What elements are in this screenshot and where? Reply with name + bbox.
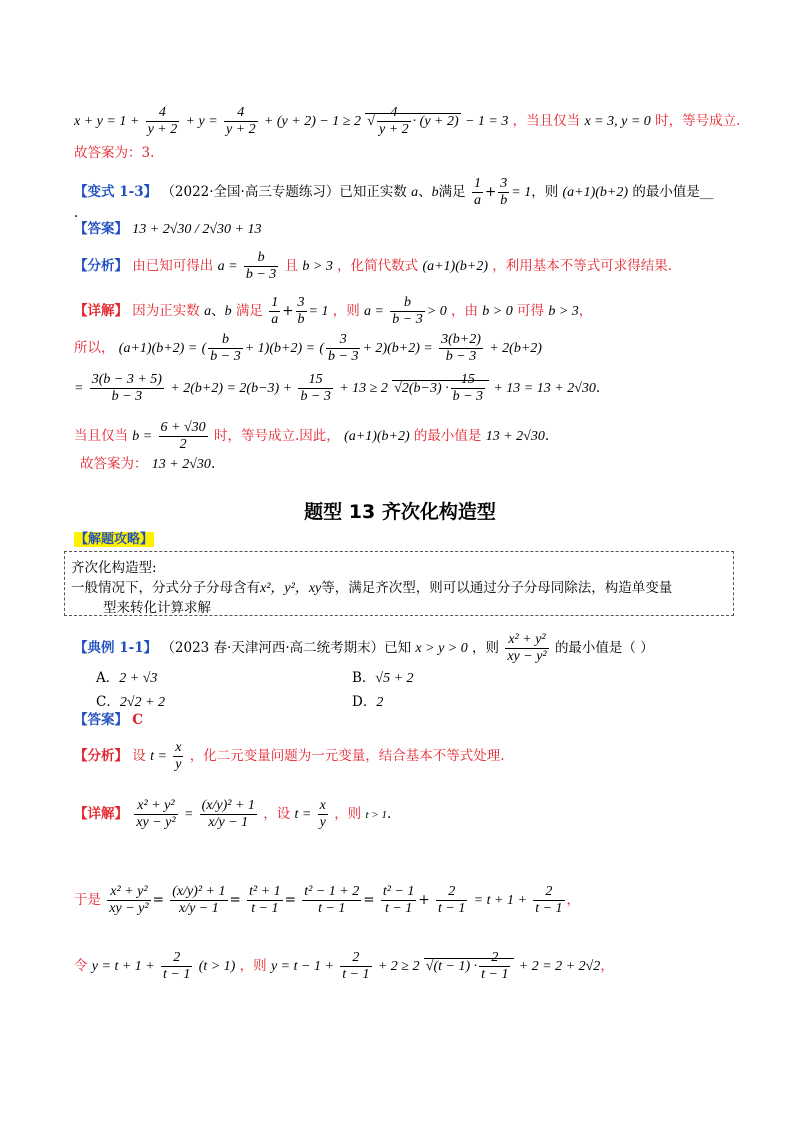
condition: t > 1: [365, 809, 387, 821]
option-value: 2√2 + 2: [119, 695, 165, 710]
math-expr: t =: [294, 807, 312, 822]
analysis-text: ，化简代数式: [337, 258, 419, 274]
math-expr: = 1: [308, 304, 329, 319]
detail-text: ，: [578, 303, 593, 319]
detail-text: 可得: [517, 303, 545, 319]
fraction: [146, 105, 180, 138]
option-letter: B．: [352, 670, 376, 686]
equality-text: 的最小值是: [413, 428, 482, 444]
numerator: b: [257, 250, 265, 265]
fraction: [479, 950, 510, 983]
option-value: 2: [376, 695, 384, 710]
math-expr: + 2(b+2) = 2(b−3) +: [170, 381, 293, 396]
math-expr: (b+2) =: [387, 341, 433, 356]
sqrt-expr: √ $\frac{4}{y + 2}$ · (y + 2): [367, 105, 459, 138]
denominator: b − 3: [328, 349, 359, 364]
example-question: [74, 632, 654, 665]
fraction: [381, 884, 417, 917]
note-text: ，当且仅当: [512, 113, 581, 129]
math-expr: + 2(b+2): [489, 341, 542, 356]
fraction: [326, 332, 360, 365]
separator: 、: [418, 184, 432, 200]
fraction: [244, 250, 278, 283]
numerator: 2: [352, 950, 360, 965]
option-letter: D．: [352, 694, 377, 710]
answer-label: 故答案为：: [80, 456, 148, 472]
suoyi-label: 所以，: [74, 340, 115, 356]
inequality-line-1: [74, 105, 740, 138]
answer-label: 【答案】: [74, 221, 128, 237]
numerator: 2: [545, 884, 553, 899]
math-expr: (a+1)(b+2): [562, 185, 629, 200]
equality-row: [74, 420, 549, 453]
denominator: t − 1: [381, 900, 417, 917]
denominator: b − 3: [300, 389, 331, 404]
variant-question: 【变式 1-3】 （2022·全国·高三专题练习）已知正实数 a、b满足 $\frac{1}{a}$ + $\frac{3}{b}$ = 1，则 (a+1)(b+2) 的最小值是__: [74, 176, 714, 208]
math-expr: = 1: [511, 185, 532, 200]
dot: .: [595, 380, 601, 396]
strategy-text: [71, 576, 672, 597]
denominator: t − 1: [342, 967, 370, 982]
question-text: （2023 春·天津河西·高二统考期末）已知: [161, 640, 412, 656]
ling-row: [74, 950, 614, 983]
detail-text: ，设: [263, 806, 291, 822]
fraction: [224, 105, 258, 138]
math-expr: + 2: [362, 341, 383, 356]
fraction: [298, 372, 332, 405]
condition: x = 3, y = 0: [584, 114, 651, 129]
detail-text: 满足: [235, 303, 263, 319]
ling-text: ，则: [239, 958, 267, 974]
math-expr: y = t + 1 +: [91, 959, 155, 974]
fraction: [436, 884, 467, 917]
numerator: 3(b − 3 + 5): [91, 372, 162, 387]
denominator: t − 1: [302, 900, 361, 917]
variant-label: 【变式 1-3】: [74, 184, 158, 200]
numerator: 2: [448, 884, 456, 899]
math-expr: a =: [217, 259, 238, 274]
math-expr: (a+1)(b+2): [344, 429, 410, 444]
denominator: y + 2: [225, 122, 256, 137]
denominator: 2: [159, 436, 208, 453]
numerator: t² + 1: [249, 884, 281, 899]
option-d[interactable]: [352, 690, 383, 711]
numerator: t² − 1: [382, 884, 415, 899]
numerator: t² − 1 + 2: [304, 884, 360, 899]
math-expr: a =: [364, 304, 384, 319]
answer-value: C: [132, 712, 144, 728]
condition: x > y > 0: [415, 641, 468, 656]
yushi-row: 于是 $\frac{\text{x² + y²}}{\text{xy − y²}}$ = $\frac{\text{(x/y)² + 1}}{x/y - 1}$ = $\frac{\text{t² + 1}}{t - 1}$ = $\frac{\text{t² − 1 + 2}}{t - 1}$ = $\frac{\text{t² − 1}}{t - 1}$ + $\frac{2}{t - 1}$ = t + 1 + $\frac{2}{t - 1}$ ，: [74, 884, 581, 916]
denominator: xy − y²: [136, 815, 176, 830]
question-text: 的最小值是: [632, 184, 700, 200]
analysis-row: [74, 250, 672, 283]
fraction-3-over-b: $\frac{3}{b}$: [500, 176, 508, 208]
detail-text: ，则: [332, 303, 360, 319]
question-text: （2022·全国·高三专题练习）已知正实数: [161, 184, 407, 200]
question-text: ，则: [531, 184, 559, 200]
denominator: y + 2: [378, 122, 409, 138]
denominator: b − 3: [90, 388, 164, 405]
numerator: (x/y)² + 1: [201, 798, 255, 813]
strategy-label: 【解题攻略】: [75, 532, 154, 547]
strategy-heading: 齐次化构造型:: [71, 560, 157, 576]
var-a: a: [411, 185, 419, 200]
denominator: xy − y²: [109, 901, 149, 916]
math-expr: b =: [132, 429, 153, 444]
analysis-text: 设: [132, 748, 146, 764]
math-expr: + 2 ≥ 2: [377, 959, 420, 974]
math-expr: + (y + 2) − 1 ≥ 2: [263, 114, 361, 129]
math-expr: = t + 1 +: [473, 893, 527, 908]
numerator: 3: [339, 332, 347, 347]
denominator: a: [271, 312, 279, 327]
denominator: t − 1: [481, 967, 509, 983]
option-c[interactable]: [96, 690, 165, 711]
answer-row: [74, 220, 261, 239]
math-expr: x²，y²，xy: [260, 581, 322, 596]
fraction: [439, 332, 483, 365]
strategy-text-a: 一般情况下，分式分子分母含有: [71, 580, 260, 596]
denominator: t − 1: [247, 900, 283, 917]
var-b: b: [431, 185, 439, 200]
fraction: [90, 372, 164, 405]
denominator: t − 1: [535, 901, 563, 916]
condition: b > 3: [548, 304, 579, 319]
condition: b > 0: [482, 304, 513, 319]
example-label: 【典例 1-1】: [74, 640, 158, 656]
question-text: 满足: [438, 184, 466, 200]
fraction: [377, 105, 411, 138]
var-b: b: [224, 304, 232, 319]
fraction: $\frac{x}{y}$: [319, 798, 326, 830]
numerator: 3(b+2): [441, 332, 481, 347]
detail-label: 【详解】: [74, 806, 128, 822]
denominator: t − 1: [438, 901, 466, 916]
math-expr: (b+2) =: [269, 341, 316, 356]
numerator: 15: [460, 372, 475, 388]
equality-text: 时，等号成立.因此，: [213, 428, 340, 444]
detail-row: 【详解】 因为正实数 a、b 满足 $\frac{1}{a}$ + $\frac{3}{b}$ = 1 ，则 a = $\frac{b}{b - 3}$ > 0 ，由 b > 0 可得 b > 3，: [74, 295, 593, 327]
sqrt-expr: √(t − 1) · $\frac{2}{t - 1}$: [424, 958, 515, 974]
fraction: [208, 332, 242, 365]
denominator: b − 3: [210, 349, 241, 364]
strategy-box: [64, 551, 734, 616]
option-value: 2 + √3: [119, 671, 158, 686]
fraction: [134, 798, 177, 831]
fraction: [247, 884, 283, 917]
option-b[interactable]: [352, 666, 414, 687]
math-expr: − 1 = 3: [464, 114, 509, 129]
answer-label: 【答案】: [74, 712, 128, 728]
math-expr: y = t − 1 +: [270, 959, 334, 974]
math-expr: + y =: [185, 114, 218, 129]
equation-row: [74, 372, 600, 405]
detail-text: ，则: [334, 806, 362, 822]
fraction: $\frac{x}{y}$: [175, 740, 182, 772]
math-expr: =: [183, 807, 194, 822]
math-expr: + 2 = 2 + 2√2: [518, 959, 601, 974]
numerator: b: [221, 332, 229, 347]
denominator: y + 2: [147, 122, 178, 137]
example-answer: [74, 711, 143, 729]
fraction: [533, 884, 564, 917]
variant-dot: .: [74, 205, 79, 221]
strategy-text-b: 等，满足齐次型，则可以通过分子分母同除法，构造单变量: [321, 580, 673, 596]
answer-value: 13 + 2√30 / 2√30 + 13: [132, 222, 262, 237]
numerator: (x/y)² + 1: [172, 884, 226, 899]
denominator: b − 3: [452, 389, 484, 405]
comma: ，: [566, 892, 581, 908]
var-a: a: [204, 304, 212, 319]
numerator: x² + y²: [110, 884, 148, 899]
math-expr: t =: [150, 749, 167, 764]
numerator: 2: [173, 950, 181, 965]
fraction: $\frac{1}{a}$: [271, 295, 279, 327]
fraction: [161, 950, 192, 983]
option-value: √5 + 2: [375, 671, 414, 686]
math-expr: =: [74, 381, 84, 396]
option-letter: C．: [96, 694, 120, 710]
detail-text: ，由: [451, 303, 478, 319]
dot: .: [386, 806, 392, 822]
dot: .: [210, 456, 216, 472]
denominator: b − 3: [439, 348, 483, 365]
denominator: t − 1: [163, 967, 191, 982]
fraction: [107, 884, 150, 917]
example-analysis: [74, 740, 505, 773]
section-title: 题型 13 齐次化构造型: [304, 501, 496, 523]
numerator: x² + y²: [508, 632, 546, 647]
math-expr: 13 + 2√30: [485, 429, 545, 444]
ling-label: 令: [74, 958, 88, 974]
math-expr: + 1: [244, 341, 265, 356]
fraction-1-over-a: $\frac{1}{a}$: [473, 176, 481, 208]
math-expr: + 13 = 13 + 2√30: [493, 381, 596, 396]
math-expr: x + y = 1 +: [74, 114, 140, 129]
analysis-text: 由已知可得出: [132, 258, 214, 274]
fraction: [340, 950, 371, 983]
math-expr: (a+1)(b+2) =: [118, 341, 198, 356]
detail-label: 【详解】: [74, 303, 128, 319]
fraction: [159, 420, 208, 453]
condition: (t > 1): [198, 959, 236, 974]
sqrt-expr: √2(b−3) · $\frac{15}{b - 3}$: [392, 380, 489, 396]
analysis-label: 【分析】: [74, 258, 128, 274]
yushi-label: 于是: [74, 892, 101, 908]
answer-line-2: [80, 455, 215, 474]
denominator: xy − y²: [507, 649, 547, 664]
analysis-text: ，化二元变量问题为一元变量，结合基本不等式处理.: [189, 748, 505, 764]
strategy-label-row: [74, 530, 154, 549]
detail-text: 因为正实数: [132, 303, 200, 319]
strategy-text-c: 型来转化计算求解: [103, 600, 211, 616]
numerator: 15: [308, 372, 323, 387]
math-expr: (a+1)(b+2): [422, 259, 488, 274]
denominator: x/y − 1: [170, 900, 227, 917]
sqrt-inner: 2(b−3) ·: [401, 381, 449, 396]
numerator: b: [404, 295, 412, 310]
sqrt-inner: (t − 1) ·: [433, 959, 478, 974]
answer-value: 13 + 2√30: [151, 457, 211, 472]
fraction: [390, 295, 424, 328]
denominator: b: [297, 312, 305, 327]
math-expr: + 13 ≥ 2: [339, 381, 388, 396]
denominator: x/y − 1: [200, 814, 257, 831]
denominator: a: [473, 193, 481, 208]
suoyi-row: 所以， (a+1)(b+2) = ( $\frac{b}{b - 3}$ + 1)(b+2) = ( $\frac{3}{b - 3}$ + 2)(b+2) = $\frac{3(b+2)}{b - 3}$ + 2(b+2): [74, 332, 542, 364]
condition: b > 3: [302, 259, 333, 274]
numerator: 4: [237, 105, 245, 120]
equality-text: 当且仅当: [74, 428, 128, 444]
comma: ，: [600, 958, 614, 974]
denominator: b − 3: [392, 312, 423, 327]
analysis-label: 【分析】: [74, 748, 128, 764]
analysis-text: 且: [284, 258, 299, 274]
fraction: [302, 884, 361, 917]
numerator: 4: [158, 105, 166, 120]
fraction: [505, 632, 548, 665]
note-text: 时，等号成立.: [655, 113, 741, 129]
analysis-text: ，利用基本不等式可求得结果.: [492, 258, 673, 274]
answer-line-1: 故答案为：3.: [74, 145, 155, 161]
option-letter: A．: [96, 670, 120, 686]
option-a[interactable]: [96, 666, 157, 687]
separator: 、: [211, 303, 225, 319]
denominator: b − 3: [245, 267, 277, 282]
numerator: 4: [390, 105, 398, 121]
dot: .: [544, 428, 550, 444]
answer-blank: __: [699, 184, 714, 200]
question-text: 的最小值是（ ）: [554, 640, 654, 656]
fraction: [200, 798, 257, 831]
numerator: 2: [491, 950, 499, 966]
question-text: ，则: [472, 640, 500, 656]
example-detail: [74, 798, 391, 831]
sqrt-tail: · (y + 2): [412, 114, 459, 129]
fraction: [170, 884, 227, 917]
numerator: 6 + √30: [160, 420, 206, 435]
denominator: b: [500, 193, 508, 208]
fraction: $\frac{3}{b}$: [297, 295, 305, 327]
fraction: [451, 372, 485, 405]
numerator: x² + y²: [137, 798, 175, 813]
